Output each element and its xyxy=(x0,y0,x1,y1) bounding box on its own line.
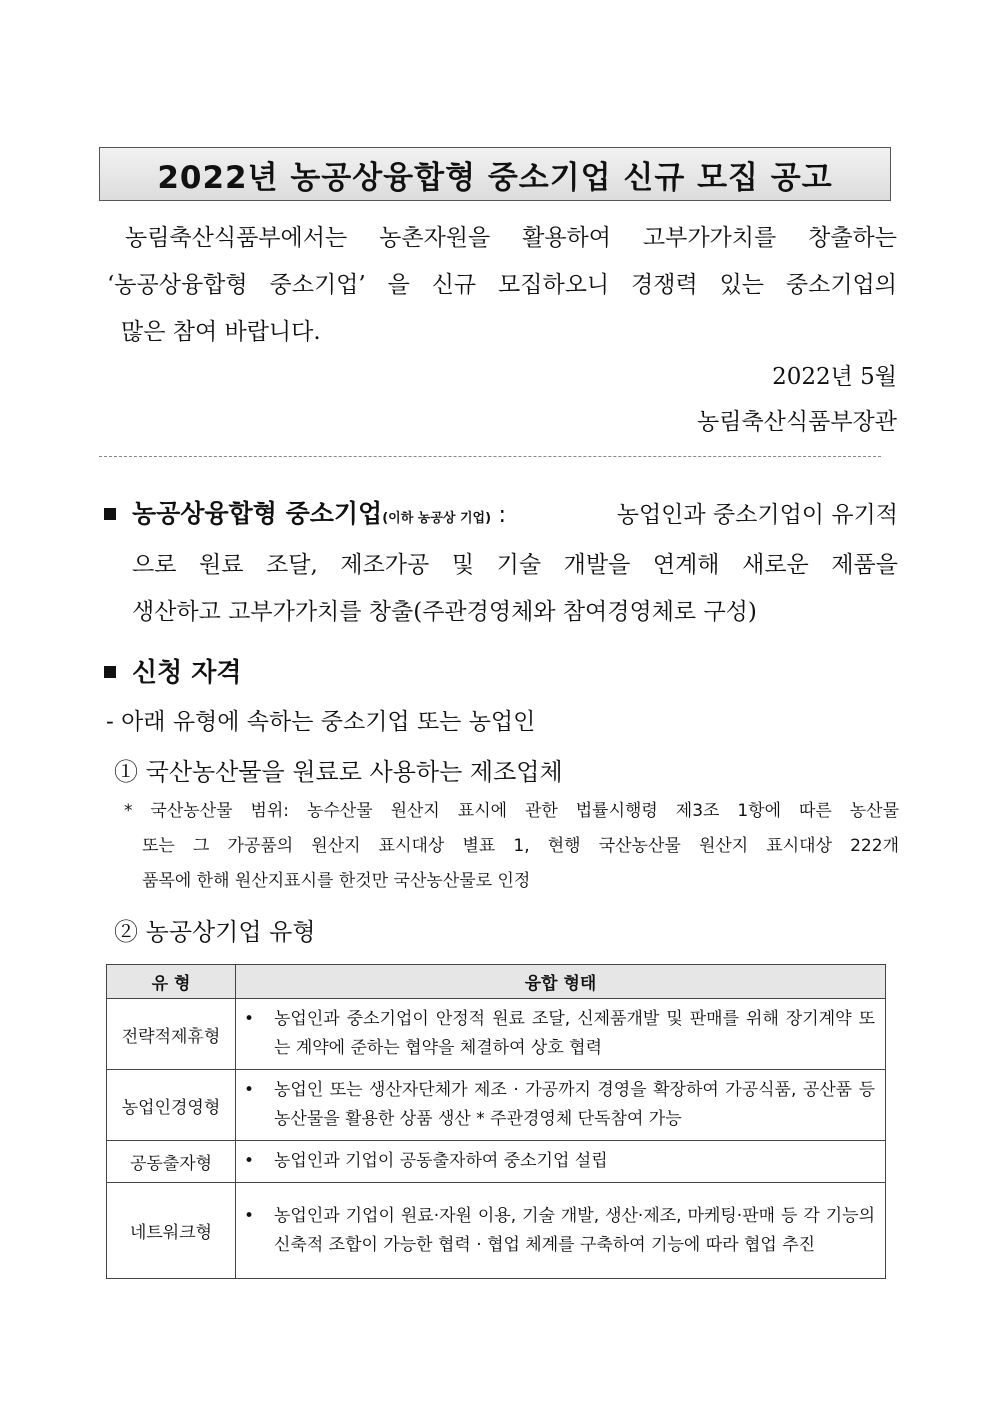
title-box xyxy=(99,147,891,201)
note-line-3: 품목에 한해 원산지표시를 한것만 국산농산물로 인정 xyxy=(142,871,531,891)
dashed-divider xyxy=(99,456,881,457)
qualification-item-1: ① 국산농산물을 원료로 사용하는 제조업체 xyxy=(114,758,563,786)
bullet-icon: • xyxy=(244,1151,255,1171)
qualification-dash-item: - 아래 유형에 속하는 중소기업 또는 농업인 xyxy=(106,709,536,735)
qualification-note xyxy=(124,794,899,899)
definition-section xyxy=(104,490,898,636)
table-header-row xyxy=(107,965,886,999)
definition-term: 농공상융합형 중소기업 xyxy=(132,499,383,528)
row-type: 전략적제휴형 xyxy=(107,999,236,1070)
row-desc: 농업인과 중소기업이 안정적 원료 조달, 신제품개발 및 판매를 위해 장기계약 또는 계약에 준하는 협약을 체결하여 상호 협력 xyxy=(274,1009,875,1058)
intro-line-2: ‘농공상융합형 중소기업’ 을 신규 모집하오니 경쟁력 있는 중소기업의 xyxy=(107,272,897,298)
qualification-item-2: ② 농공상기업 유형 xyxy=(114,918,316,946)
definition-first-line xyxy=(104,490,898,542)
row-desc: 농업인 또는 생산자단체가 제조 · 가공까지 경영을 확장하여 가공식품, 공산품 등 농산물을 활용한 상품 생산 * 주관경영체 단독참여 가능 xyxy=(274,1080,875,1129)
table-row xyxy=(107,1183,886,1279)
note-line-1: * 국산농산물 범위: 농수산물 원산지 표시에 관한 법률시행령 제3조 1항에 따른 농산물 xyxy=(124,801,899,821)
definition-term-note: (이하 농공상 기업) xyxy=(382,511,492,526)
issuer: 농림축산식품부장관 xyxy=(697,409,897,435)
table-row xyxy=(107,1141,886,1183)
type-table xyxy=(106,964,886,1279)
intro-paragraph xyxy=(107,215,897,356)
definition-colon: : xyxy=(498,502,507,528)
row-desc: 농업인과 기업이 공동출자하여 중소기업 설립 xyxy=(274,1151,608,1171)
definition-line-3: 생산하고 고부가가치를 창출(주관경영체와 참여경영체로 구성) xyxy=(132,599,757,625)
note-line-2: 또는 그 가공품의 원산지 표시대상 별표 1, 현행 국산농산물 원산지 표시대상 222개 xyxy=(142,836,899,856)
row-type: 공동출자형 xyxy=(107,1141,236,1183)
table-row xyxy=(107,999,886,1070)
bullet-icon: • xyxy=(244,1205,255,1226)
qualification-heading: 신청 자격 xyxy=(104,652,898,689)
bullet-icon: • xyxy=(244,1009,255,1029)
intro-line-3: 많은 참여 바랍니다. xyxy=(121,319,321,345)
square-bullet-icon xyxy=(104,666,116,678)
row-desc: 농업인과 기업이 원료·자원 이용, 기술 개발, 생산·제조, 마케팅·판매 등 각 기능의 신축적 조합이 가능한 협력 · 협업 체계를 구축하여 기능에 따라 협업 추진 xyxy=(274,1205,875,1255)
header-type: 유 형 xyxy=(107,965,236,999)
intro-line-1: 농림축산식품부에서는 농촌자원을 활용하여 고부가가치를 창출하는 xyxy=(125,225,897,251)
header-form: 융합 형태 xyxy=(236,965,886,999)
page-title: 2022년 농공상융합형 중소기업 신규 모집 공고 xyxy=(157,159,833,196)
definition-line-1: 농업인과 중소기업이 유기적 xyxy=(616,502,898,528)
square-bullet-icon xyxy=(104,508,116,520)
announcement-date: 2022년 5월 xyxy=(772,364,897,390)
table-row xyxy=(107,1070,886,1141)
definition-line-2: 으로 원료 조달, 제조가공 및 기술 개발을 연계해 새로운 제품을 xyxy=(132,552,898,578)
row-type: 농업인경영형 xyxy=(107,1070,236,1141)
row-type: 네트워크형 xyxy=(107,1183,236,1279)
bullet-icon: • xyxy=(244,1080,255,1100)
